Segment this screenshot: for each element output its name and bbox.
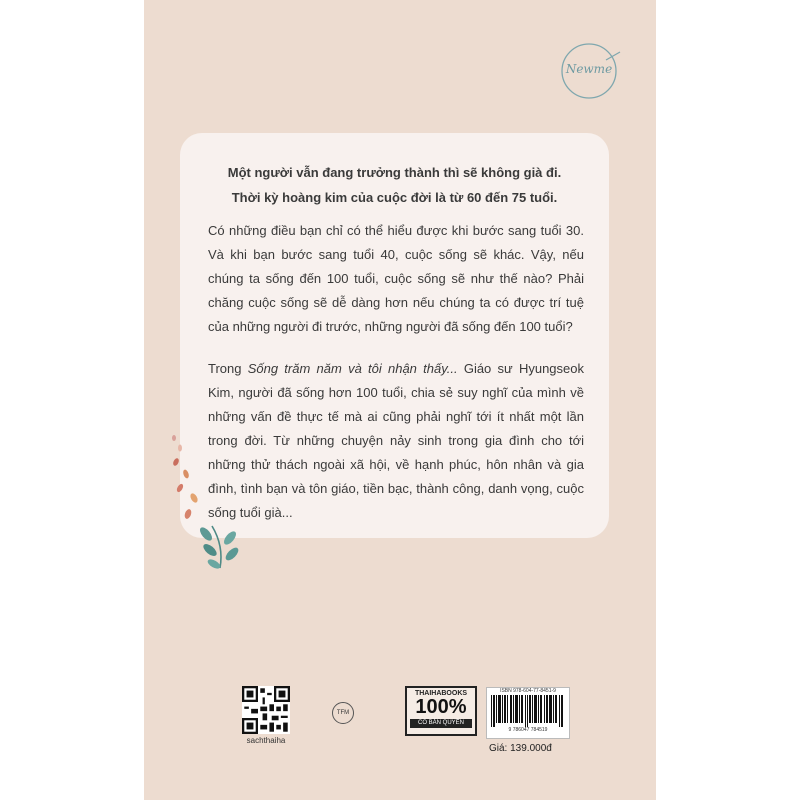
price-label: Giá: 139.000đ	[489, 743, 552, 754]
qr-code-icon	[242, 686, 290, 734]
badge-percent: 100%	[415, 696, 467, 718]
barcode-icon	[489, 695, 567, 727]
leaf-branch-decoration	[160, 430, 250, 580]
badge-brand: THAIHABOOKS	[414, 690, 468, 697]
copyright-badge	[405, 686, 477, 736]
isbn-top: ISBN 978-604-77-8451-9	[500, 688, 556, 694]
paragraph-2-rest: Giáo sư Hyungseok Kim, người đã sống hơn 100 tuổi, chia sẻ suy nghĩ của mình về những vấn đề thực tế mà ai cũng phải nghĩ tới ít nhất một lần trong đời. Từ những chuyện nảy sinh trong gia đình cho tới những thử thách ngoài xã hội, về hạnh phúc, hôn nhân và gia đình, tình bạn và tôn giáo, tiền bạc, thành công, danh vọng, cuộc sống tuổi già...	[208, 361, 584, 520]
publisher-logo: TFM	[332, 702, 354, 724]
barcode-block	[486, 687, 570, 739]
book-title-italic: Sống trăm năm và tôi nhận thấy...	[247, 361, 458, 376]
qr-code-block[interactable]	[242, 686, 290, 745]
pull-quote	[180, 160, 609, 210]
newme-stamp	[558, 40, 624, 106]
paragraph-1: Có những điều bạn chỉ có thể hiểu được khi bước sang tuổi 30. Và khi bạn bước sang tuổi 40, cuộc sống sẽ khác. Vậy, nếu chúng ta sống đến 100 tuổi, cuộc sống sẽ như thế nào? Phải chăng cuộc sống sẽ dễ dàng hơn nếu chúng ta có được trí tuệ của những người đi trước, những người đã sống đến 100 tuổi?	[208, 223, 584, 334]
paragraph-2-lead: Trong	[208, 361, 248, 376]
quote-line-2: Thời kỳ hoàng kim của cuộc đời là từ 60 đến 75 tuổi.	[231, 190, 558, 205]
isbn-bottom: 9 786047 784519	[508, 727, 548, 733]
quote-line-1: Một người vẫn đang trưởng thành thì sẽ không già đi.	[227, 165, 562, 180]
qr-label: sachthaiha	[246, 736, 286, 745]
badge-caption: CÓ BẢN QUYỀN	[410, 719, 472, 728]
stamp-text: Newme	[565, 62, 613, 76]
paragraph-2	[208, 357, 584, 525]
